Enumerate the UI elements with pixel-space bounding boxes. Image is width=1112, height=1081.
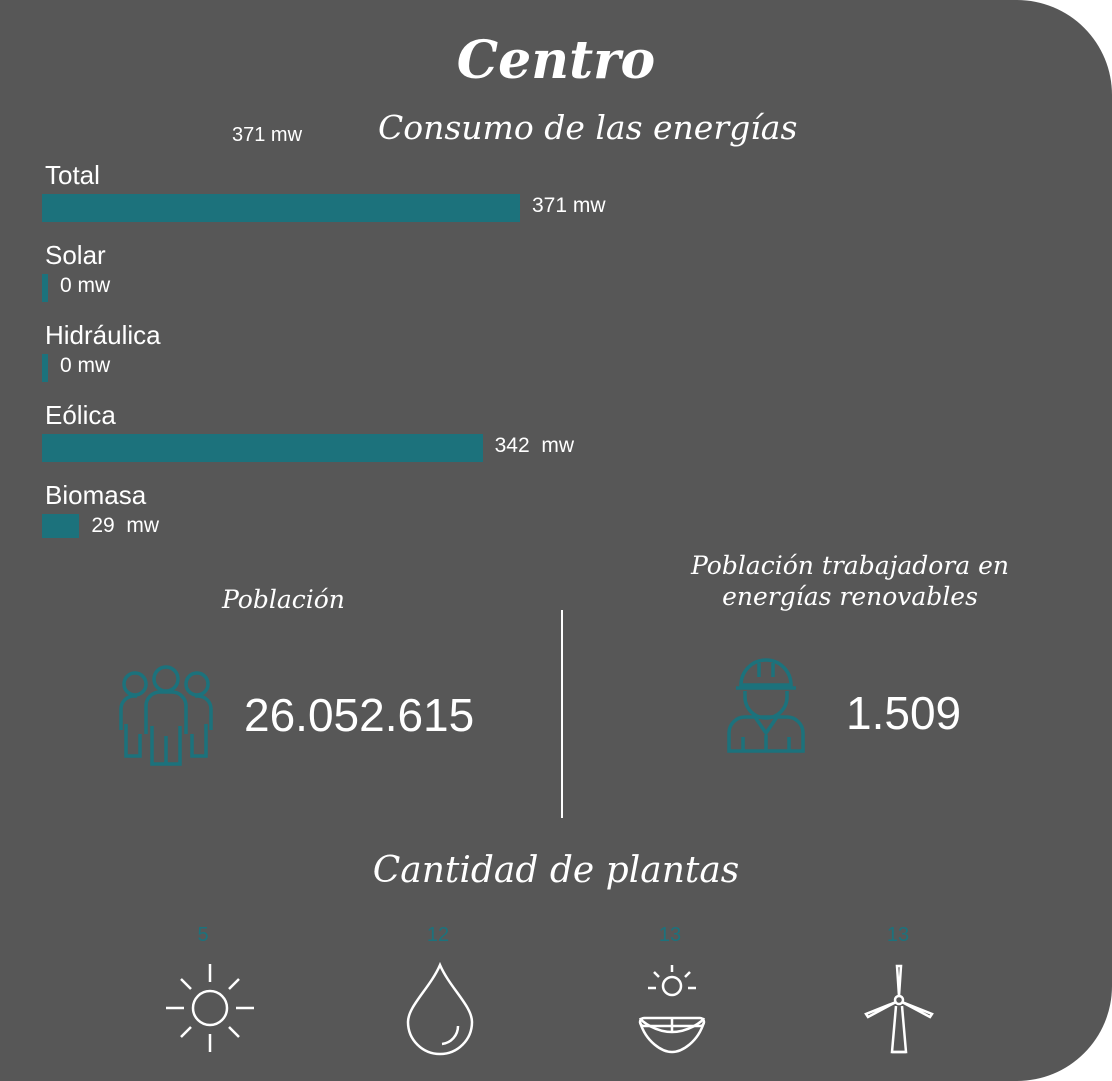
bar-category-label: Hidráulica	[45, 320, 161, 350]
bar	[42, 194, 520, 222]
worker-helmet-icon	[725, 655, 807, 753]
axis-max-label: 371 mw	[232, 124, 303, 146]
bar	[42, 274, 48, 302]
workers-title	[640, 550, 1060, 612]
people-group-icon	[116, 664, 216, 768]
wind-plants-count: 13	[886, 924, 910, 946]
solar-plants-count: 5	[197, 924, 209, 946]
water-drop-icon	[402, 962, 478, 1056]
population-title: Población	[222, 585, 345, 614]
biomass-plant-icon	[636, 962, 708, 1056]
bar-value-label: 0 mw	[60, 354, 111, 377]
bar-category-label: Solar	[45, 240, 106, 270]
chart-title: Consumo de las energías	[378, 108, 798, 147]
bar	[42, 434, 483, 462]
hydro-plants-count: 12	[426, 924, 450, 946]
sun-icon	[164, 962, 256, 1054]
biomass-plants-count: 13	[658, 924, 682, 946]
section-divider	[561, 610, 563, 818]
bar-value-label: 29 mw	[91, 514, 160, 537]
workers-title-line2: energías renovables	[722, 582, 978, 611]
bar-category-label: Eólica	[45, 400, 116, 430]
bar	[42, 514, 79, 538]
workers-title-line1: Población trabajadora en	[690, 551, 1010, 580]
plants-title: Cantidad de plantas	[372, 850, 740, 891]
bar-value-label: 342 mw	[494, 434, 574, 457]
wind-turbine-icon	[862, 962, 936, 1056]
workers-value: 1.509	[846, 687, 962, 739]
bar-category-label: Total	[45, 160, 100, 190]
bar	[42, 354, 48, 382]
bar-value-label: 0 mw	[60, 274, 111, 297]
bar-category-label: Biomasa	[45, 480, 147, 510]
population-value: 26.052.615	[244, 689, 475, 741]
bar-value-label: 371 mw	[532, 194, 606, 217]
page-title: Centro	[456, 30, 656, 91]
